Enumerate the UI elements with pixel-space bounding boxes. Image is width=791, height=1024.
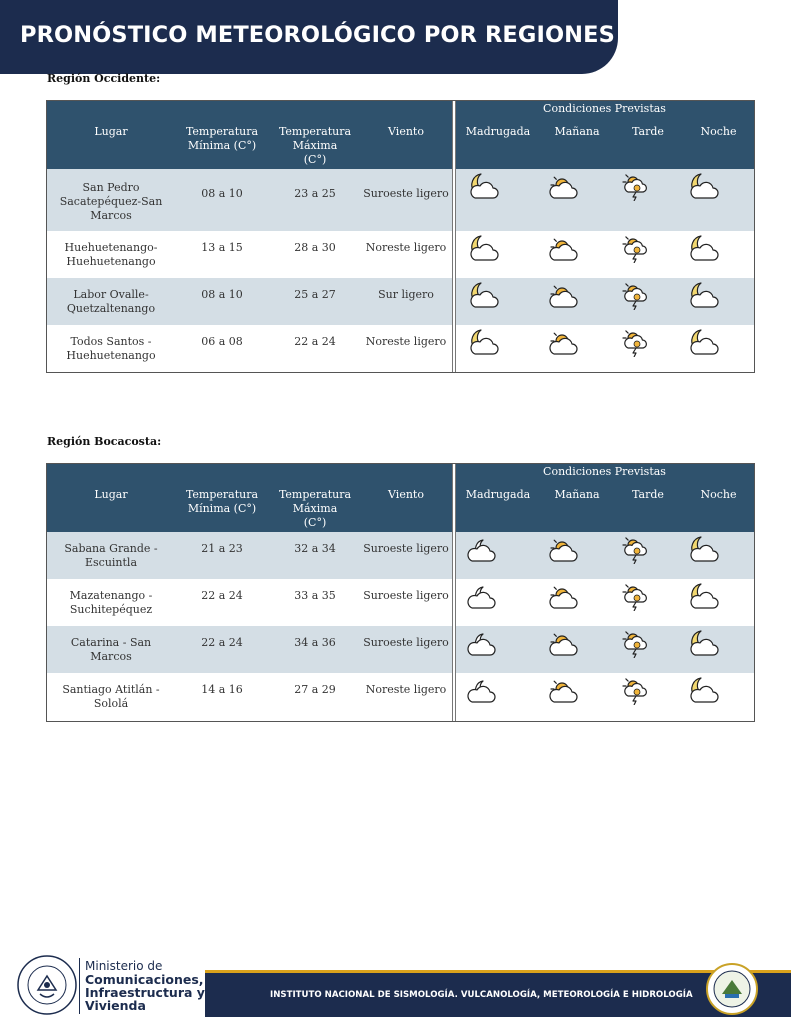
moon-cloud-icon: [687, 327, 719, 357]
moon-cloud-icon: [687, 280, 719, 310]
cell-viento: Noreste ligero: [365, 335, 447, 348]
cell-lugar-line: Huehuetenango-: [64, 241, 158, 254]
ministry-line-1: Ministerio de: [85, 959, 163, 973]
cell-tmax: 28 a 30: [294, 241, 336, 254]
column-header-madrugada: Madrugada: [465, 125, 531, 138]
cell-tmin: 22 a 24: [201, 636, 243, 649]
cell-lugar: [47, 288, 175, 316]
cell-tmax: 22 a 24: [294, 335, 336, 348]
column-header-tmax-line: Temperatura: [278, 125, 352, 138]
cell-lugar: [47, 181, 175, 223]
sun-storm-icon: [619, 534, 651, 564]
cell-lugar-line: Mazatenango -: [69, 589, 153, 602]
cell-viento: Suroeste ligero: [363, 542, 449, 555]
cell-lugar-line: San Pedro: [82, 181, 140, 194]
table-row: [47, 169, 754, 231]
column-header-lugar: Lugar: [94, 488, 128, 501]
table-header: [47, 101, 754, 169]
column-header-tmin: [175, 125, 269, 153]
cell-tmin: 08 a 10: [201, 187, 243, 200]
column-header-tmax-line: (C°): [303, 153, 327, 166]
column-header-tmax-line: Máxima: [292, 139, 338, 152]
sun-cloud-icon: [546, 675, 578, 705]
cell-tmin: 08 a 10: [201, 288, 243, 301]
column-header-tmin-line: Mínima (C°): [187, 139, 257, 152]
cell-lugar: [47, 241, 175, 269]
cell-lugar-line: Santiago Atitlán -: [62, 683, 160, 696]
cell-viento: Noreste ligero: [365, 683, 447, 696]
cell-tmin: 14 a 16: [201, 683, 243, 696]
cell-lugar: [47, 589, 175, 617]
moon-cloud-icon: [687, 171, 719, 201]
column-header-tmin-line: Temperatura: [185, 488, 259, 501]
moon-cloud-icon: [687, 628, 719, 658]
cell-lugar-line: Sabana Grande -: [64, 542, 158, 555]
table-row: [47, 231, 754, 278]
sun-storm-icon: [619, 628, 651, 658]
moon-cloud-outline-icon: [467, 581, 499, 611]
column-header-tmax-line: Temperatura: [278, 488, 352, 501]
institute-name: INSTITUTO NACIONAL DE SISMOLOGÍA. VULCANOLOGÍA, METEOROLOGÍA E HIDROLOGÍA: [270, 990, 693, 1000]
moon-cloud-icon: [687, 534, 719, 564]
cell-lugar: [47, 542, 175, 570]
sun-cloud-icon: [546, 327, 578, 357]
sun-storm-icon: [619, 327, 651, 357]
table-row: [47, 325, 754, 372]
cell-lugar-line: Todos Santos -: [70, 335, 152, 348]
cell-lugar-line: Sacatepéquez-San: [59, 195, 163, 208]
sun-storm-icon: [619, 675, 651, 705]
table-row: [47, 278, 754, 325]
header-banner: [0, 0, 618, 74]
column-header-madrugada: Madrugada: [465, 488, 531, 501]
table-row: [47, 532, 754, 579]
column-header-tmin-line: Temperatura: [185, 125, 259, 138]
column-header-tmax-line: Máxima: [292, 502, 338, 515]
cell-lugar-line: Escuintla: [84, 556, 138, 569]
moon-cloud-icon: [687, 581, 719, 611]
column-header-tmin-line: Mínima (C°): [187, 502, 257, 515]
cell-lugar-line: Huehuetenango: [66, 349, 156, 362]
column-header-tmin: [175, 488, 269, 516]
moon-cloud-icon: [467, 171, 499, 201]
forecast-table: [46, 100, 755, 373]
column-header-manana: Mañana: [554, 488, 600, 501]
guatemala-seal-icon: [16, 954, 78, 1016]
cell-lugar-line: Huehuetenango: [66, 255, 156, 268]
cell-lugar-line: Catarina - San: [70, 636, 152, 649]
sun-cloud-icon: [546, 581, 578, 611]
moon-cloud-outline-icon: [467, 534, 499, 564]
cell-tmin: 22 a 24: [201, 589, 243, 602]
cell-lugar-line: Quetzaltenango: [66, 302, 156, 315]
cell-lugar-line: Marcos: [90, 650, 132, 663]
sun-storm-icon: [619, 171, 651, 201]
insivumeh-logo-icon: [705, 962, 759, 1016]
column-header-tmax: [269, 488, 361, 530]
table-divider: [452, 464, 456, 721]
cell-viento: Noreste ligero: [365, 241, 447, 254]
moon-cloud-icon: [467, 280, 499, 310]
moon-cloud-icon: [687, 675, 719, 705]
region-label: Región Occidente:: [47, 72, 161, 85]
cell-tmax: 33 a 35: [294, 589, 336, 602]
column-header-manana: Mañana: [554, 125, 600, 138]
column-header-tmax: [269, 125, 361, 167]
cell-tmin: 06 a 08: [201, 335, 243, 348]
cell-tmax: 27 a 29: [294, 683, 336, 696]
ministry-line-2: Comunicaciones,: [85, 972, 204, 987]
sun-storm-icon: [619, 280, 651, 310]
cell-tmax: 34 a 36: [294, 636, 336, 649]
cell-viento: Suroeste ligero: [363, 187, 449, 200]
cell-tmin: 21 a 23: [201, 542, 243, 555]
column-header-viento: Viento: [388, 488, 424, 501]
table-row: [47, 579, 754, 626]
column-header-viento: Viento: [388, 125, 424, 138]
moon-cloud-icon: [467, 233, 499, 263]
ministry-line-3: Infraestructura y: [85, 985, 205, 1000]
cell-tmax: 23 a 25: [294, 187, 336, 200]
sun-cloud-icon: [546, 628, 578, 658]
cell-tmax: 32 a 34: [294, 542, 336, 555]
cell-viento: Suroeste ligero: [363, 589, 449, 602]
moon-cloud-icon: [467, 327, 499, 357]
cell-viento: Sur ligero: [378, 288, 434, 301]
page-title: PRONÓSTICO METEOROLÓGICO POR REGIONES: [20, 22, 615, 48]
sun-cloud-icon: [546, 171, 578, 201]
table-row: [47, 626, 754, 673]
ministry-divider: [79, 958, 80, 1014]
cell-viento: Suroeste ligero: [363, 636, 449, 649]
ministry-line-4: Vivienda: [85, 998, 146, 1013]
sun-storm-icon: [619, 581, 651, 611]
sun-cloud-icon: [546, 233, 578, 263]
conditions-header: Condiciones Previstas: [543, 465, 666, 478]
region-label: Región Bocacosta:: [47, 435, 162, 448]
table-header: [47, 464, 754, 532]
cell-lugar-line: Labor Ovalle-: [73, 288, 149, 301]
cell-lugar-line: Marcos: [90, 209, 132, 222]
cell-lugar: [47, 683, 175, 711]
cell-lugar: [47, 335, 175, 363]
sun-cloud-icon: [546, 280, 578, 310]
cell-tmax: 25 a 27: [294, 288, 336, 301]
cell-lugar-line: Sololá: [93, 697, 129, 710]
table-divider: [452, 101, 456, 372]
table-row: [47, 673, 754, 721]
column-header-tarde: Tarde: [632, 125, 664, 138]
column-header-lugar: Lugar: [94, 125, 128, 138]
forecast-table: [46, 463, 755, 722]
moon-cloud-outline-icon: [467, 675, 499, 705]
cell-tmin: 13 a 15: [201, 241, 243, 254]
sun-storm-icon: [619, 233, 651, 263]
column-header-noche: Noche: [700, 125, 737, 138]
column-header-noche: Noche: [700, 488, 737, 501]
cell-lugar: [47, 636, 175, 664]
ministry-name: [85, 960, 205, 1012]
moon-cloud-icon: [687, 233, 719, 263]
moon-cloud-outline-icon: [467, 628, 499, 658]
column-header-tmax-line: (C°): [303, 516, 327, 529]
conditions-header: Condiciones Previstas: [543, 102, 666, 115]
sun-cloud-icon: [546, 534, 578, 564]
cell-lugar-line: Suchitepéquez: [69, 603, 153, 616]
column-header-tarde: Tarde: [632, 488, 664, 501]
